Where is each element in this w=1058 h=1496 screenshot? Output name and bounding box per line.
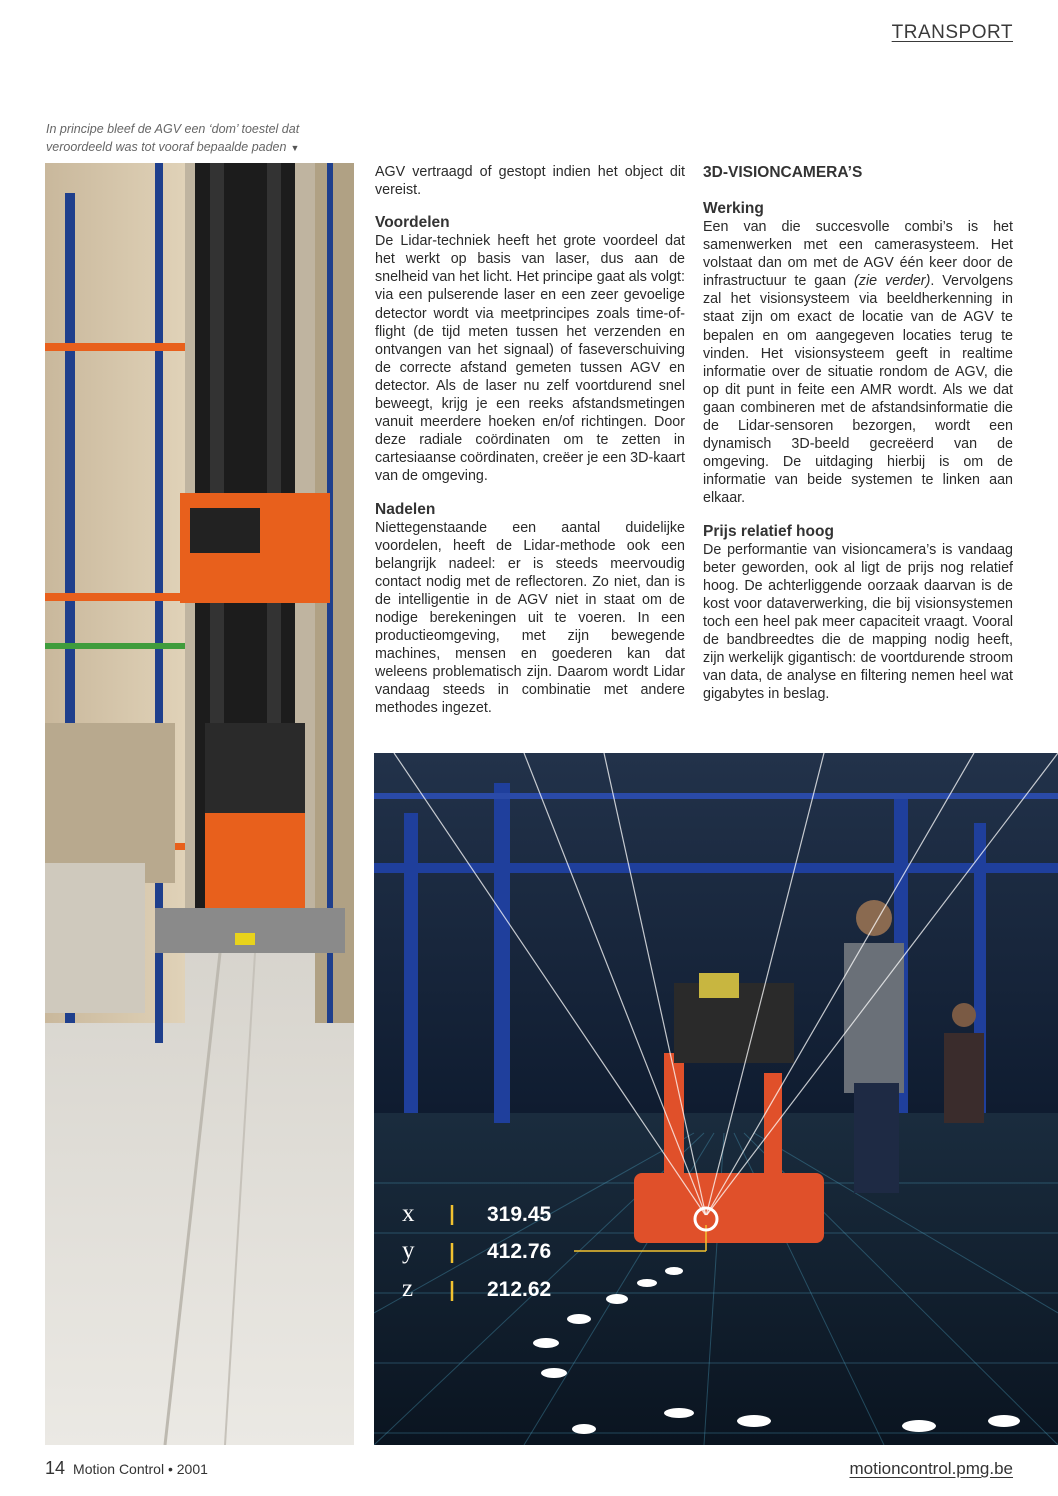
footer-page [45,1458,208,1479]
warehouse-agv-photo [45,163,354,1445]
para-werking-part1: Een van die succesvolle combi’s is het samenwerken met een camerasysteem. Het volstaat dan om met de AGV één keer door de infrastructuur te gaan [703,219,1013,290]
para-werking-part2: . Vervolgens zal het visionsysteem via beeldherkenning in staat zijn om exact de locatie van de AGV te bepalen en om aangegeven locaties terug te vinden. Het visionsysteem geeft in realtime informatie over de situatie rondom de AGV, die op dit punt in feite een AMR wordt. Als we dat gaan combineren met de afstandsinformatie die de Lidar-sensoren bezorgen, wordt een dynamisch 3D-beeld gecreëerd van de omgeving. De uitdaging hierbij is om de informatie van beide systemen te linken aan elkaar. [703,273,1014,507]
publication-name: Motion Control • 2001 [73,1461,208,1477]
text-column-1 [375,163,685,718]
heading-3d-visioncameras: 3D-VISIONCAMERA’S [703,164,863,181]
heading-voordelen: Voordelen [375,214,450,232]
section-tag[interactable]: TRANSPORT [891,22,1013,43]
warehouse-illustration [45,163,354,1445]
factory-amr-photo [374,753,1058,1445]
para-prijs: De performantie van visioncamera’s is vandaag beter geworden, ook al ligt de prijs nog relatief hoog. De achterliggende oorzaak daarvan is de kost voor dataverwerking, die bij visionsystemen toch een heel pak meer capaciteit vraagt. Vooral de bandbreedtes die de mapping nodig heeft, zijn werkelijk gigantisch: de voortdurende stroom van data, de analyse en filtering nemen heel wat gigabytes in beslag. [703,541,1013,703]
col1-intro: AGV vertraagd of gestopt indien het object dit vereist. [375,164,685,199]
coord-x-value: 319.45 [487,1203,552,1226]
page-number: 14 [45,1458,66,1478]
para-nadelen: Niettegenstaande een aantal duidelijke voordelen, heeft de Lidar-methode ook een belangrijk nadeel: er is steeds meervoudig contact nodig met de reflectoren. Zo niet, dan is de intelligentie in de AGV niet in staat om de nodige berekeningen uit te voeren. In een productieomgeving, met zijn bewegende machines, mensen en goederen kan dat weleens problematisch zijn. Daarom wordt Lidar vandaag steeds in combinatie met andere methodes ingezet. [375,519,685,717]
footer-website-link[interactable]: motioncontrol.pmg.be [849,1459,1013,1478]
see-further-note: (zie verder) [854,273,931,290]
para-voordelen: De Lidar-techniek heeft het grote voordeel dat het werkt op basis van laser, dus aan de snelheid van het licht. Het principe gaat als volgt: via een pulserende laser en een zeer gevoelige detector wordt via meetprincipes zoals time-of-flight (de tijd meten tussen het verzenden en ontvangen van het signaal) of faseverschuiving de correcte afstand gemeten tussen AGV en detector. Als de laser nu zelf voortdurend snel beweegt, krijg je een reeks afstandsmetingen vanuit meerdere hoeken en/of richtingen. Door deze radiale coördinaten om te zetten in cartesiaanse coördinaten, creëer je een 3D-kaart van de omgeving. [375,233,685,485]
coord-x-label: x [402,1200,415,1227]
text-column-2 [703,163,1013,703]
caret-down-icon: ▼ [290,143,300,153]
coord-y-value: 412.76 [487,1240,552,1263]
coord-z-label: z [402,1275,414,1302]
photo-caption [46,120,316,157]
coord-y-label: y [402,1237,415,1264]
coord-z-value: 212.62 [487,1278,552,1301]
heading-nadelen: Nadelen [375,500,436,518]
heading-werking: Werking [703,200,764,217]
factory-illustration [374,753,1058,1445]
caption-text: In principe bleef de AGV een ‘dom’ toestel dat veroordeeld was tot vooraf bepaalde paden [46,122,300,154]
para-werking [703,218,1013,508]
heading-prijs: Prijs relatief hoog [703,522,834,540]
